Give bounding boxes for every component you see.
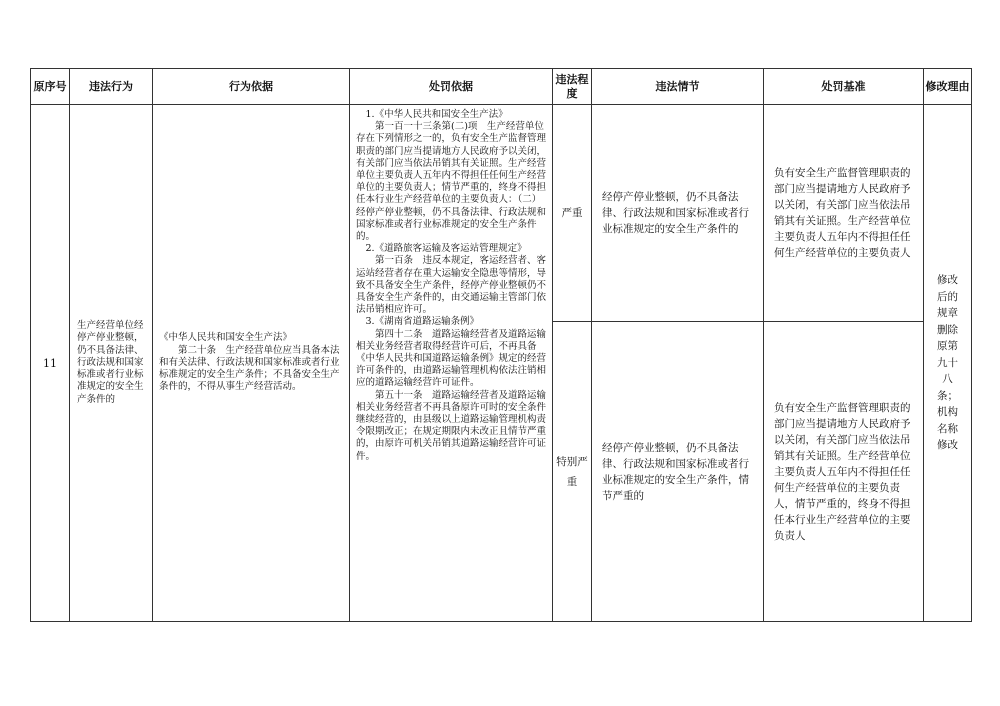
penalty-paragraph: 第四十二条 道路运输经营者及道路运输相关业务经营者取得经营许可后，不再具备《中华人民共和国道路运输条例》规定的经营许可条件的，由道路运输管理机构依法注销相应的道路运输经营许可证件。 <box>356 328 547 389</box>
degree-very-serious: 特别严重 <box>553 322 592 622</box>
penalty-paragraph: 2.《道路旅客运输及客运站管理规定》 <box>365 243 527 255</box>
header-no: 原序号 <box>31 69 70 105</box>
violation-text: 生产经营单位经停产停业整顿，仍不具备法律、行政法规和国家标准或者行业标准规定的安全生产条件的 <box>70 105 153 622</box>
header-basis: 行为依据 <box>153 69 350 105</box>
header-standard: 处罚基准 <box>764 69 924 105</box>
standard-serious: 负有安全生产监督管理职责的部门应当提请地方人民政府予以关闭，有关部门应当依法吊销其有关证照。生产经营单位主要负责人五年内不得担任任何生产经营单位的主要负责人 <box>764 105 924 322</box>
degree-serious: 严重 <box>553 105 592 322</box>
header-penalty-basis: 处罚依据 <box>350 69 553 105</box>
penalty-standard-table <box>30 68 972 622</box>
basis-text: 第二十条 生产经营单位应当具备本法和有关法律、行政法规和国家标准或者行业标准规定的安全生产条件；不具备安全生产条件的，不得从事生产经营活动。 <box>159 344 340 393</box>
penalty-paragraph: 1.《中华人民共和国安全生产法》 <box>365 109 508 120</box>
header-circumstance: 违法情节 <box>592 69 764 105</box>
penalty-paragraph: 第五十一条 道路运输经营者及道路运输相关业务经营者不再具备原许可时的安全条件继续经营的，由县级以上道路运输管理机构责令限期改正；在规定期限内未改正且情节严重的，由原许可机关吊销其道路运输经营许可证件。 <box>356 389 547 462</box>
penalty-basis-cell <box>350 105 553 622</box>
circumstance-serious: 经停产停业整顿，仍不具备法律、行政法规和国家标准或者行业标准规定的安全生产条件的 <box>592 105 764 322</box>
basis-cell <box>153 105 350 622</box>
circumstance-very-serious: 经停产停业整顿，仍不具备法律、行政法规和国家标准或者行业标准规定的安全生产条件，情节严重的 <box>592 322 764 622</box>
header-violation: 违法行为 <box>70 69 153 105</box>
basis-title: 《中华人民共和国安全生产法》 <box>159 332 293 344</box>
penalty-paragraph: 第一百一十三条第(二)项 生产经营单位存在下列情形之一的，负有安全生产监督管理职责的部门应当提请地方人民政府予以关闭，有关部门应当依法吊销其有关证照。生产经营单位主要负责人五年内不得担任任何生产经营单位的主要负责人；情节严重的，终身不得担任本行业生产经营单位的主要负责人：（二）经停产停业整顿，仍不具备法律、行政法规和国家标准或者行业标准规定的安全生产条件的。 <box>356 121 547 243</box>
table-row <box>31 105 972 322</box>
header-reason: 修改理由 <box>924 69 972 105</box>
penalty-paragraph: 第一百条 违反本规定，客运经营者、客运站经营者存在重大运输安全隐患等情形，导致不具备安全生产条件，经停产停业整顿仍不具备安全生产条件的，由交通运输主管部门依法吊销相应许可。 <box>356 255 547 316</box>
modification-reason: 修改后的规章删除原第九十八条；机构名称修改 <box>924 105 972 622</box>
penalty-paragraph: 3.《湖南省道路运输条例》 <box>365 316 480 328</box>
header-degree: 违法程度 <box>553 69 592 105</box>
row-number: 11 <box>31 105 70 622</box>
standard-very-serious: 负有安全生产监督管理职责的部门应当提请地方人民政府予以关闭，有关部门应当依法吊销其有关证照。生产经营单位主要负责人五年内不得担任任何生产经营单位的主要负责人，情节严重的，终身不得担任本行业生产经营单位的主要负责人 <box>764 322 924 622</box>
table-header-row <box>31 69 972 105</box>
